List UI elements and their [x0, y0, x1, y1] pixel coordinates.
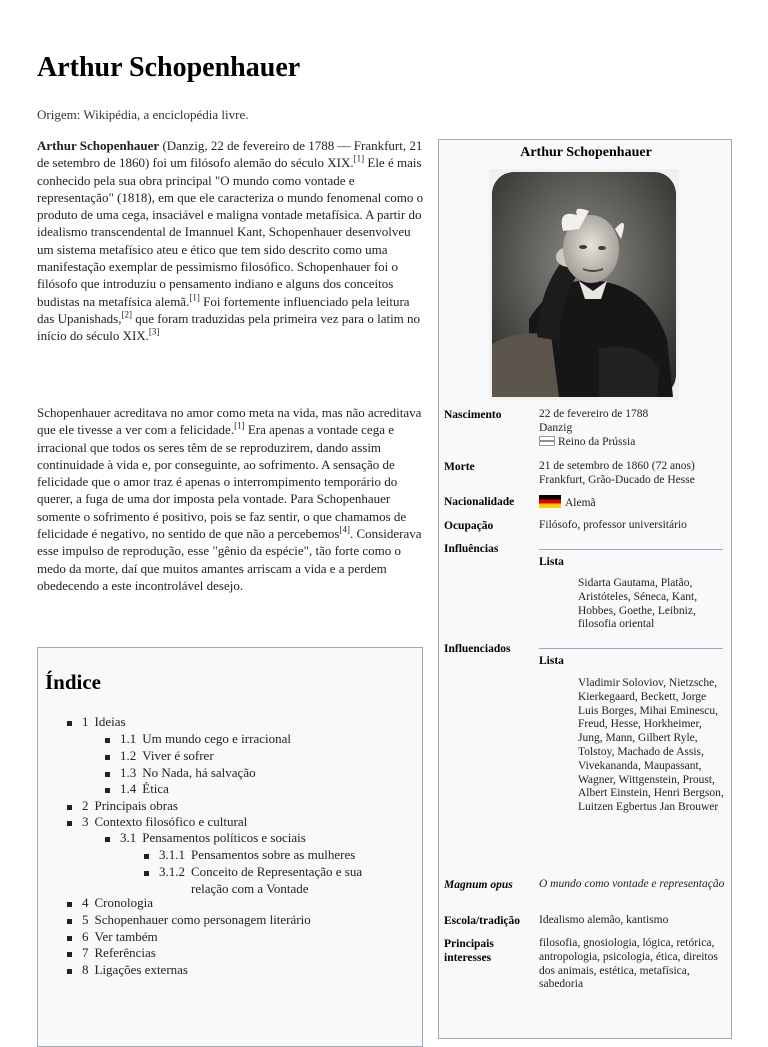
toc-label[interactable]: Referências	[94, 945, 156, 960]
toc-number: 1.2	[120, 748, 137, 763]
intro-text: (Danzig, 22 de fevereiro de 1788 — Frankfurt, 21 de setembro de 1860) foi um filósofo alemão do século XIX.	[37, 138, 423, 171]
bullet-icon	[67, 902, 72, 907]
body-text: Schopenhauer acreditava no amor como meta na vida, mas não acreditava que ele tivesse a ver com a felicidade.	[37, 405, 422, 438]
toc-item[interactable]	[105, 747, 214, 764]
toc-label[interactable]: Ideias	[94, 714, 126, 729]
death-place[interactable]: Frankfurt, Grão-Ducado de Hesse	[539, 473, 695, 486]
ref-link[interactable]: [1]	[353, 153, 365, 164]
influenced-label: Influenciados	[444, 643, 511, 655]
toc-label[interactable]: Viver é sofrer	[142, 748, 214, 763]
toc-item[interactable]	[105, 780, 169, 797]
portrait-illustration	[489, 169, 679, 400]
toc-number: 6	[82, 929, 89, 944]
origin-note: Origem: Wikipédia, a enciclopédia livre.	[37, 107, 249, 122]
ref-link[interactable]: [3]	[148, 326, 160, 337]
toc-label[interactable]: Ética	[142, 781, 169, 796]
intro-text: que foram traduzidas pela primeira vez para o latim no início do século XIX.	[37, 310, 421, 344]
toc-number: 3.1.1	[159, 847, 185, 862]
ref-link[interactable]: [2]	[121, 309, 132, 320]
intro-paragraph	[37, 137, 426, 345]
prussia-flag-icon	[539, 436, 555, 446]
intro-text: Ele é mais conhecido pela sua obra principal "O mundo como vontade e representação" (1818), em que ele caracteriza o mundo fenomenal como o produto de uma cega, insaciável e maligna vontade metafísica. A partir do idealismo transcendental de Imannuel Kant, Schopenhauer desenvolveu um sistema metafísico ateu e ético que tem sido descrito como uma manifestação exemplar de pessimismo filosófico. Schopenhauer foi o filósofo que introduziu o pensamento indiano e alguns dos conceitos budistas na metafísica alemã.	[37, 155, 424, 309]
germany-flag-icon	[539, 495, 561, 508]
birth-label: Nascimento	[444, 409, 502, 421]
birth-date[interactable]: 22 de fevereiro de 1788	[539, 408, 649, 420]
infobox-title: Arthur Schopenhauer	[520, 145, 652, 160]
magnum-opus-label: Magnum opus	[444, 879, 513, 891]
toc-number: 1.1	[120, 731, 137, 746]
ref-link[interactable]: [4]	[339, 524, 350, 535]
influences-label: Influências	[444, 543, 499, 555]
toc-item[interactable]	[67, 944, 156, 961]
birth-country[interactable]	[539, 436, 729, 450]
bullet-icon	[144, 854, 149, 859]
toc-label[interactable]: Conceito de Representação e sua relação com a Vontade	[191, 864, 363, 896]
toc-number: 8	[82, 962, 89, 977]
toc-number: 1.4	[120, 781, 137, 796]
toc-item[interactable]	[67, 894, 153, 911]
death-label: Morte	[444, 461, 475, 473]
toc-label[interactable]: Ligações externas	[94, 962, 188, 977]
bullet-icon	[67, 952, 72, 957]
ref-link[interactable]: [1]	[234, 420, 245, 431]
body-text: . Considerava esse impulso de reprodução, esse "gênio da espécie", tão forte como o medo da morte, daí que muitos amantes arriscam a vida e a perdem obedecendo a este incontrolável desejo.	[37, 526, 422, 593]
toc-item[interactable]	[67, 713, 126, 730]
toc-number: 7	[82, 945, 89, 960]
occupation-label: Ocupação	[444, 520, 494, 532]
bullet-icon	[105, 772, 110, 777]
toc-number: 1.3	[120, 765, 137, 780]
toc-item[interactable]	[67, 797, 178, 814]
toc-item[interactable]	[144, 846, 355, 863]
nationality-label: Nacionalidade	[444, 496, 515, 508]
interests-value[interactable]: filosofia, gnosiologia, lógica, retórica, antropologia, psicologia, ética, direitos dos animais, estética, metafísica, sabedoria	[539, 937, 718, 991]
body-text: Era apenas a vontade cega e irracional que todos os seres têm de se reproduzirem, dando assim continuidade à vida e, por conseguinte, ao sofrimento. A sensação de felicidade que o amor traz é apenas o interrompimento temporário do querer, a fuga de uma dor imposta pela vontade. Para Schopenhauer somente o sofrimento é positivo, pois se faz sentir, o que chamamos de felicidade é negativo, no sentido de que não a percebemos	[37, 422, 407, 542]
influences-list[interactable]: Sidarta Gautama, Platão, Aristóteles, Séneca, Kant, Hobbes, Goethe, Leibniz, filosofia oriental	[578, 577, 698, 631]
death-date[interactable]: 21 de setembro de 1860 (72 anos)	[539, 460, 695, 472]
bullet-icon	[67, 919, 72, 924]
toc-number: 3.1.2	[159, 864, 185, 879]
influenced-list-toggle[interactable]: Lista	[539, 648, 723, 667]
bullet-icon	[105, 755, 110, 760]
toc-label[interactable]: Ver também	[94, 929, 158, 944]
toc-number: 1	[82, 714, 89, 729]
toc-item[interactable]	[105, 764, 256, 781]
love-paragraph	[37, 404, 426, 594]
toc-label[interactable]: Um mundo cego e irracional	[142, 731, 291, 746]
bullet-icon	[67, 805, 72, 810]
portrait-image[interactable]	[489, 169, 679, 400]
birth-value	[539, 408, 729, 449]
influences-list-toggle[interactable]: Lista	[539, 549, 723, 568]
toc-item[interactable]	[105, 730, 291, 747]
toc-label[interactable]: Contexto filosófico e cultural	[94, 814, 248, 829]
toc-item[interactable]	[144, 863, 401, 897]
bullet-icon	[105, 738, 110, 743]
influenced-list[interactable]: Vladimir Soloviov, Nietzsche, Kierkegaard, Beckett, Jorge Luis Borges, Mihai Eminescu, Freud, Hesse, Horkheimer, Jung, Mann, Gilbert Ryle, Tolstoy, Machado de Assis, Vivekananda, Maupassant, Wagner, Wittgenstein, Proust, Albert Einstein, Henri Bergson, Luitzen Egbertus Jan Brouwer	[578, 677, 724, 814]
toc-item[interactable]	[67, 961, 188, 978]
bullet-icon	[144, 871, 149, 876]
bullet-icon	[67, 821, 72, 826]
toc-number: 3	[82, 814, 89, 829]
bullet-icon	[105, 788, 110, 793]
toc-item[interactable]	[67, 928, 158, 945]
school-label: Escola/tradição	[444, 915, 521, 927]
death-value	[539, 460, 729, 488]
subject-name: Arthur Schopenhauer	[37, 138, 160, 153]
bullet-icon	[67, 969, 72, 974]
nationality-text[interactable]: Alemã	[565, 497, 596, 509]
toc-item[interactable]	[67, 911, 311, 928]
toc-label[interactable]: Schopenhauer como personagem literário	[94, 912, 311, 927]
toc-title: Índice	[45, 670, 102, 694]
infobox	[438, 139, 732, 1039]
table-of-contents	[37, 647, 423, 1047]
interests-label: Principais interesses	[444, 938, 494, 964]
bullet-icon	[67, 721, 72, 726]
toc-number: 4	[82, 895, 89, 910]
bullet-icon	[105, 837, 110, 842]
magnum-opus-value[interactable]: O mundo como vontade e representação	[539, 878, 725, 890]
nationality-value	[539, 495, 729, 511]
toc-number: 5	[82, 912, 89, 927]
toc-item[interactable]	[67, 813, 247, 830]
intro-text: Foi fortemente influenciado pela leitura das Upanishads,	[37, 293, 410, 326]
toc-number: 3.1	[120, 830, 137, 845]
page-title: Arthur Schopenhauer	[37, 52, 301, 83]
school-value[interactable]: Idealismo alemão, kantismo	[539, 914, 669, 926]
toc-label[interactable]: Pensamentos políticos e sociais	[142, 830, 306, 845]
birth-place[interactable]: Danzig	[539, 421, 573, 434]
toc-label[interactable]: Cronologia	[94, 895, 153, 910]
toc-item[interactable]	[105, 829, 306, 846]
ref-link[interactable]: [1]	[189, 292, 200, 303]
toc-label[interactable]: No Nada, há salvação	[142, 765, 256, 780]
toc-label[interactable]: Principais obras	[94, 798, 178, 813]
birth-country-label[interactable]: Reino da Prússia	[558, 435, 636, 448]
bullet-icon	[67, 936, 72, 941]
toc-number: 2	[82, 798, 89, 813]
occupation-value[interactable]: Filósofo, professor universitário	[539, 519, 687, 531]
toc-label[interactable]: Pensamentos sobre as mulheres	[191, 847, 356, 862]
